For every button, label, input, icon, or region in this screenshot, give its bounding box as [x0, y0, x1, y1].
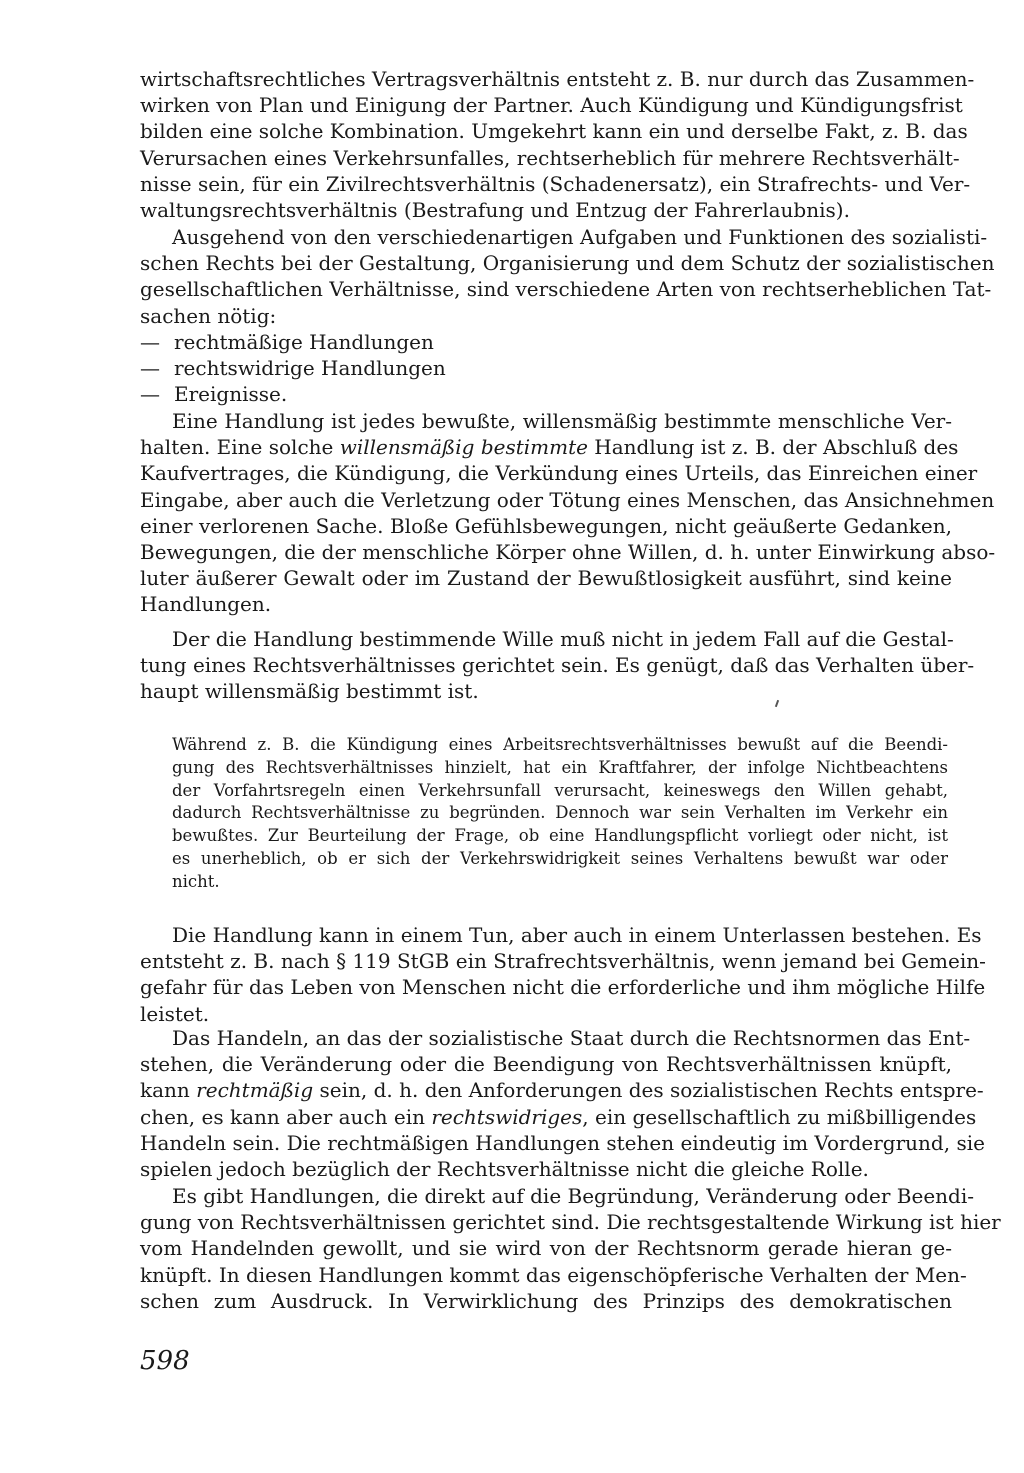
text-line: Kaufvertrages, die Kündigung, die Verkündung eines Urteils, das Einreichen einer: [140, 461, 978, 486]
text-line: sachen nötig:: [140, 303, 277, 328]
text-line: knüpft. In diesen Handlungen kommt das eigenschöpferische Verhalten der Men-: [140, 1262, 967, 1287]
text-line: es unerheblich, ob er sich der Verkehrswidrigkeit seines Verhaltens bewußt war oder: [172, 848, 948, 868]
text-line: nisse sein, für ein Zivilrechtsverhältnis (Schadenersatz), ein Strafrechts- und Ver-: [140, 171, 971, 196]
text-line: spielen jedoch bezüglich der Rechtsverhältnisse nicht die gleiche Rolle.: [140, 1157, 869, 1182]
text-line: Die Handlung kann in einem Tun, aber auch in einem Unterlassen bestehen. Es: [172, 923, 982, 947]
text-line: gung des Rechtsverhältnisses hinzielt, hat ein Kraftfahrer, der infolge Nichtbeachtens: [172, 757, 948, 777]
text-line: Es gibt Handlungen, die direkt auf die Begründung, Veränderung oder Beendi-: [172, 1184, 974, 1208]
emphasis-text: rechtswidriges: [431, 1104, 583, 1129]
text-line: dadurch Rechtsverhältnisse zu begründen. Dennoch war sein Verhalten im Verkehr ein: [172, 803, 948, 823]
text-line: Verursachen eines Verkehrsunfalles, rechtserheblich für mehrere Rechtsverhält-: [140, 145, 960, 170]
dash-list: [140, 329, 952, 408]
paragraph-3: [140, 408, 996, 618]
text-line: der Vorfahrtsregeln einen Verkehrsunfall verursacht, keineswegs den Willen gehabt,: [172, 780, 948, 800]
dash-marker: —: [140, 330, 160, 354]
emphasis-text: rechtmäßig: [196, 1078, 314, 1103]
text-line: Eine Handlung ist jedes bewußte, willensmäßig bestimmte menschliche Ver-: [172, 409, 952, 433]
text-line: Während z. B. die Kündigung eines Arbeitsrechtsverhältnisses bewußt auf die Beendi-: [172, 735, 948, 754]
dash-marker: —: [140, 356, 160, 381]
text-line: bewußtes. Zur Beurteilung der Frage, ob eine Handlungspflicht vorliegt oder nicht, ist: [172, 826, 948, 846]
list-item-text: rechtmäßige Handlungen: [174, 330, 434, 354]
text-line: Der die Handlung bestimmende Wille muß nicht in jedem Fall auf die Gestal-: [172, 627, 954, 651]
paragraph-1: [140, 66, 975, 223]
list-item: [140, 329, 952, 355]
text-segment: kann: [140, 1078, 197, 1103]
paragraph-5: [140, 922, 986, 1027]
paragraph-6: [140, 1025, 985, 1182]
list-item: [140, 381, 952, 407]
text-line: Eingabe, aber auch die Verletzung oder Tötung eines Menschen, das Ansichnehmen: [140, 487, 995, 512]
emphasis-text: willensmäßig bestimmte: [339, 435, 588, 460]
text-line: Das Handeln, an das der sozialistische Staat durch die Rechtsnormen das Ent-: [172, 1026, 971, 1050]
list-item: [140, 355, 952, 381]
text-line: vom Handelnden gewollt, und sie wird von der Rechtsnorm gerade hieran ge-: [140, 1236, 952, 1261]
paragraph-7: [140, 1183, 1001, 1314]
text-line: [140, 1104, 977, 1130]
text-line: leistet.: [140, 1001, 210, 1026]
text-line: luter äußerer Gewalt oder im Zustand der Bewußtlosigkeit ausführt, sind keine: [140, 566, 952, 591]
page-number: 598: [140, 1346, 190, 1376]
text-line: gesellschaftlichen Verhältnisse, sind verschiedene Arten von rechtserheblichen Tat-: [140, 277, 992, 302]
text-segment: , ein gesellschaftlich zu mißbilligendes: [582, 1104, 977, 1129]
paragraph-2: [140, 224, 995, 329]
text-line: bilden eine solche Kombination. Umgekehrt kann ein und derselbe Fakt, z. B. das: [140, 119, 968, 144]
dash-marker: —: [140, 382, 160, 407]
text-line: schen zum Ausdruck. In Verwirklichung des Prinzips des demokratischen: [140, 1288, 952, 1313]
paragraph-4: [140, 626, 975, 705]
text-line: stehen, die Veränderung oder die Beendigung von Rechtsverhältnissen knüpft,: [140, 1052, 952, 1077]
text-line: [140, 434, 959, 460]
text-line: Ausgehend von den verschiedenartigen Aufgaben und Funktionen des sozialisti-: [172, 225, 988, 249]
text-line: Bewegungen, die der menschliche Körper ohne Willen, d. h. unter Einwirkung abso-: [140, 540, 996, 565]
text-line: Handlungen.: [140, 592, 272, 617]
text-line: gefahr für das Leben von Menschen nicht die erforderliche und ihm mögliche Hilfe: [140, 975, 986, 1000]
text-line: wirtschaftsrechtliches Vertragsverhältnis entsteht z. B. nur durch das Zusammen-: [140, 67, 975, 91]
text-line: nicht.: [172, 871, 220, 891]
list-item-text: rechtswidrige Handlungen: [174, 356, 446, 381]
text-segment: halten. Eine solche: [140, 435, 340, 460]
text-line: haupt willensmäßig bestimmt ist.: [140, 679, 479, 704]
text-line: entsteht z. B. nach § 119 StGB ein Strafrechtsverhältnis, wenn jemand bei Gemein-: [140, 949, 986, 974]
text-line: wirken von Plan und Einigung der Partner. Auch Kündigung und Kündigungsfrist: [140, 93, 963, 118]
text-line: einer verlorenen Sache. Bloße Gefühlsbewegungen, nicht geäußerte Gedanken,: [140, 513, 952, 538]
text-segment: Handlung ist z. B. der Abschluß des: [587, 435, 959, 460]
text-line: tung eines Rechtsverhältnisses gerichtet sein. Es genügt, daß das Verhalten über-: [140, 653, 975, 678]
text-line: waltungsrechtsverhältnis (Bestrafung und Entzug der Fahrerlaubnis).: [140, 198, 850, 223]
text-line: gung von Rechtsverhältnissen gerichtet sind. Die rechtsgestaltende Wirkung ist hier: [140, 1210, 1001, 1235]
text-line: Handeln sein. Die rechtmäßigen Handlungen stehen eindeutig im Vordergrund, sie: [140, 1130, 985, 1155]
text-line: schen Rechts bei der Gestaltung, Organisierung und dem Schutz der sozialistischen: [140, 251, 995, 276]
text-line: [140, 1077, 984, 1103]
list-item-text: Ereignisse.: [174, 382, 288, 407]
example-note: [172, 734, 948, 894]
text-segment: sein, d. h. den Anforderungen des sozialistischen Rechts entspre-: [313, 1078, 984, 1103]
text-segment: chen, es kann aber auch ein: [140, 1104, 432, 1129]
